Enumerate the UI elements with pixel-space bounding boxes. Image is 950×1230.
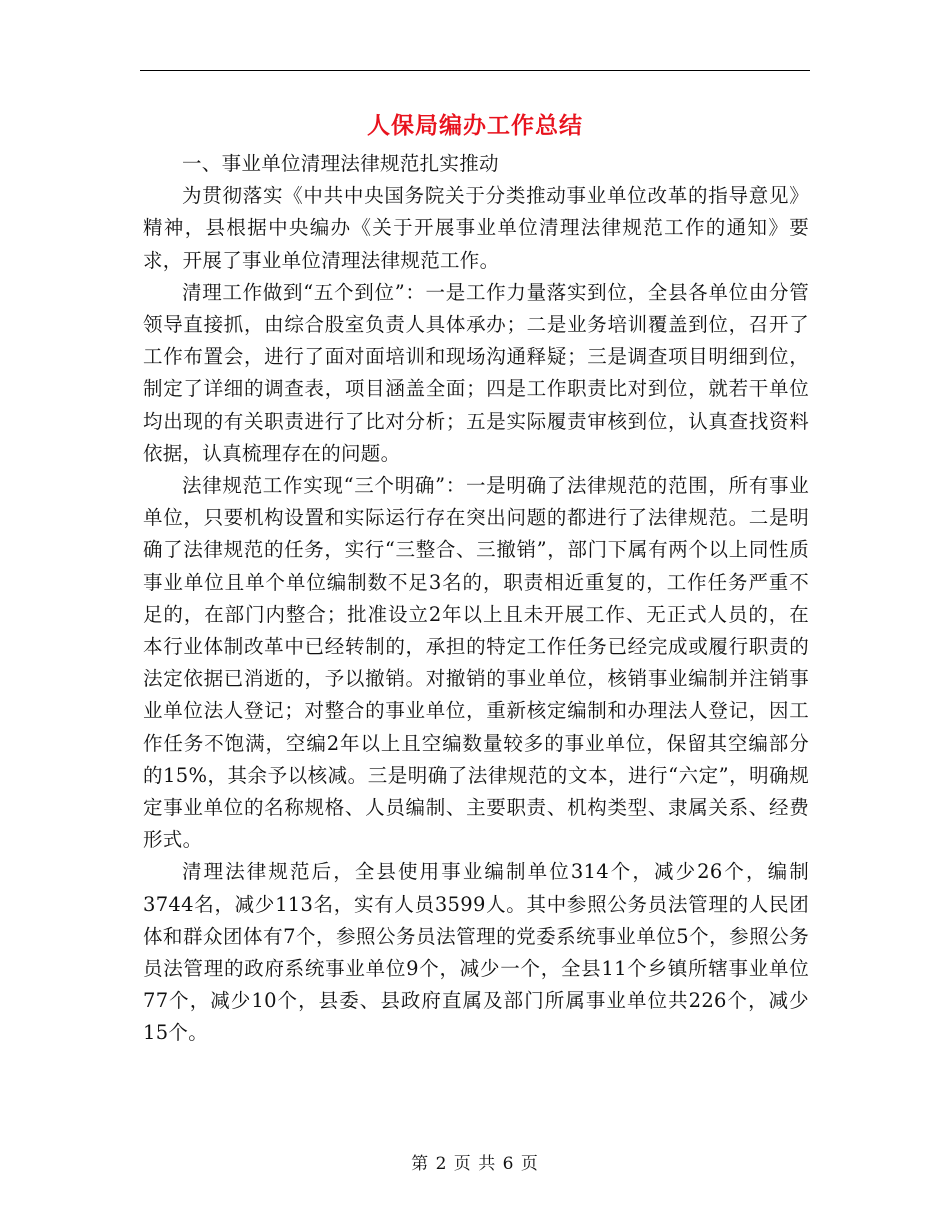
document-title: 人保局编办工作总结 [367,112,583,139]
page-number-footer: 第 2 页 共 6 页 [411,1154,539,1174]
paragraph-3: 法律规范工作实现“三个明确”：一是明确了法律规范的范围，所有事业单位，只要机构设置和实际运行存在突出问题的都进行了法律规范。二是明确了法律规范的任务，实行“三整合、三撤销”，部门下属有两个以上同性质事业单位且单个单位编制数不足3名的，职责相近重复的，工作任务严重不足的，在部门内整合；批准设立2年以上且未开展工作、无正式人员的，在本行业体制改革中已经转制的，承担的特定工作任务已经完成或履行职责的法定依据已消逝的，予以撤销。对撤销的事业单位，核销事业编制并注销事业单位法人登记；对整合的事业单位，重新核定编制和办理法人登记，因工作任务不饱满，空编2年以上且空编数量较多的事业单位，保留其空编部分的15%，其余予以核减。三是明确了法律规范的文本，进行“六定”，明确规定事业单位的名称规格、人员编制、主要职责、机构类型、隶属关系、经费形式。 [143,474,809,852]
paragraph-2: 清理工作做到“五个到位”：一是工作力量落实到位，全县各单位由分管领导直接抓，由综合股室负责人具体承办；二是业务培训覆盖到位，召开了工作布置会，进行了面对面培训和现场沟通释疑；三是调查项目明细到位，制定了详细的调查表，项目涵盖全面；四是工作职责比对到位，就若干单位均出现的有关职责进行了比对分析；五是实际履责审核到位，认真查找资料依据，认真梳理存在的问题。 [143,280,809,465]
header-rule [140,70,810,71]
section-heading: 一、事业单位清理法律规范扎实推动 [182,152,499,175]
paragraph-4: 清理法律规范后，全县使用事业编制单位314个，减少26个，编制3744名，减少113名，实有人员3599人。其中参照公务员法管理的人民团体和群众团体有7个，参照公务员法管理的党委系统事业单位5个，参照公务员法管理的政府系统事业单位9个，减少一个，全县11个乡镇所辖事业单位77个，减少10个，县委、县政府直属及部门所属事业单位共226个，减少15个。 [143,860,809,1045]
document-body [143,148,809,1050]
paragraph-1: 为贯彻落实《中共中央国务院关于分类推动事业单位改革的指导意见》精神，县根据中央编办《关于开展事业单位清理法律规范工作的通知》要求，开展了事业单位清理法律规范工作。 [143,184,809,272]
